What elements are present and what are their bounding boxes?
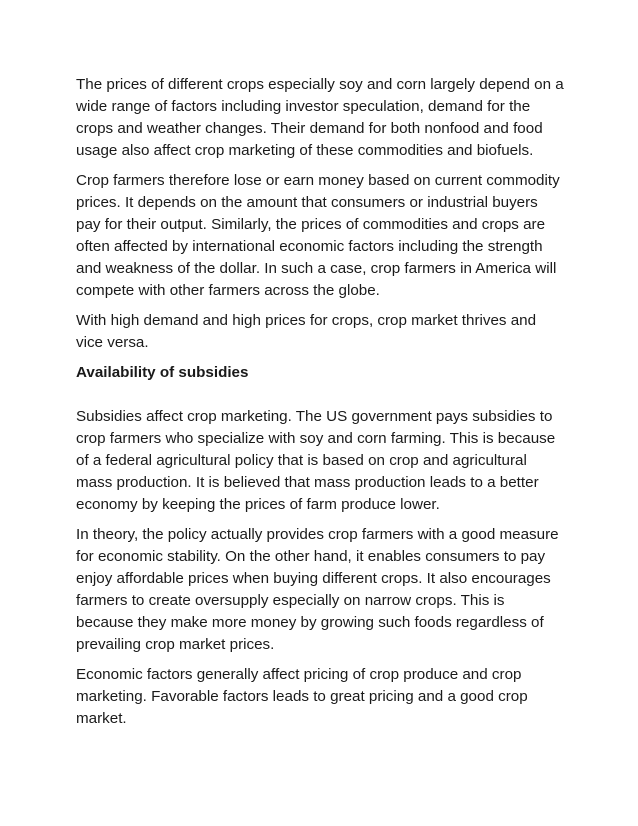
- section-heading-subsidies: Availability of subsidies: [76, 364, 249, 381]
- document-body: [76, 74, 566, 738]
- paragraph-demand: With high demand and high prices for crops, crop market thrives and vice versa.: [76, 312, 537, 351]
- paragraph-price-factors: The prices of different crops especially soy and corn largely depend on a wide range of factors including investor speculation, demand for the crops and weather changes. Their demand for both nonfood and food usage also affect crop marketing of these commodities and biofuels.: [76, 76, 564, 159]
- paragraph-policy-theory: In theory, the policy actually provides crop farmers with a good measure for economic stability. On the other hand, it enables consumers to pay enjoy affordable prices when buying different crops. It also encourages farmers to create oversupply especially on narrow crops. This is because they make more money by growing such foods regardless of prevailing crop market prices.: [76, 526, 559, 653]
- paragraph-farmer-earnings: Crop farmers therefore lose or earn money based on current commodity prices. It depends on the amount that consumers or industrial buyers pay for their output. Similarly, the prices of commodities and crops are often affected by international economic factors including the strength and weakness of the dollar. In such a case, crop farmers in America will compete with other farmers across the globe.: [76, 172, 560, 299]
- paragraph-subsidies: Subsidies affect crop marketing. The US government pays subsidies to crop farmers who specialize with soy and corn farming. This is because of a federal agricultural policy that is based on crop and agricultural mass production. It is believed that mass production leads to a better economy by keeping the prices of farm produce lower.: [76, 408, 556, 513]
- paragraph-economic-factors: Economic factors generally affect pricing of crop produce and crop marketing. Favorable factors leads to great pricing and a good crop market.: [76, 666, 528, 727]
